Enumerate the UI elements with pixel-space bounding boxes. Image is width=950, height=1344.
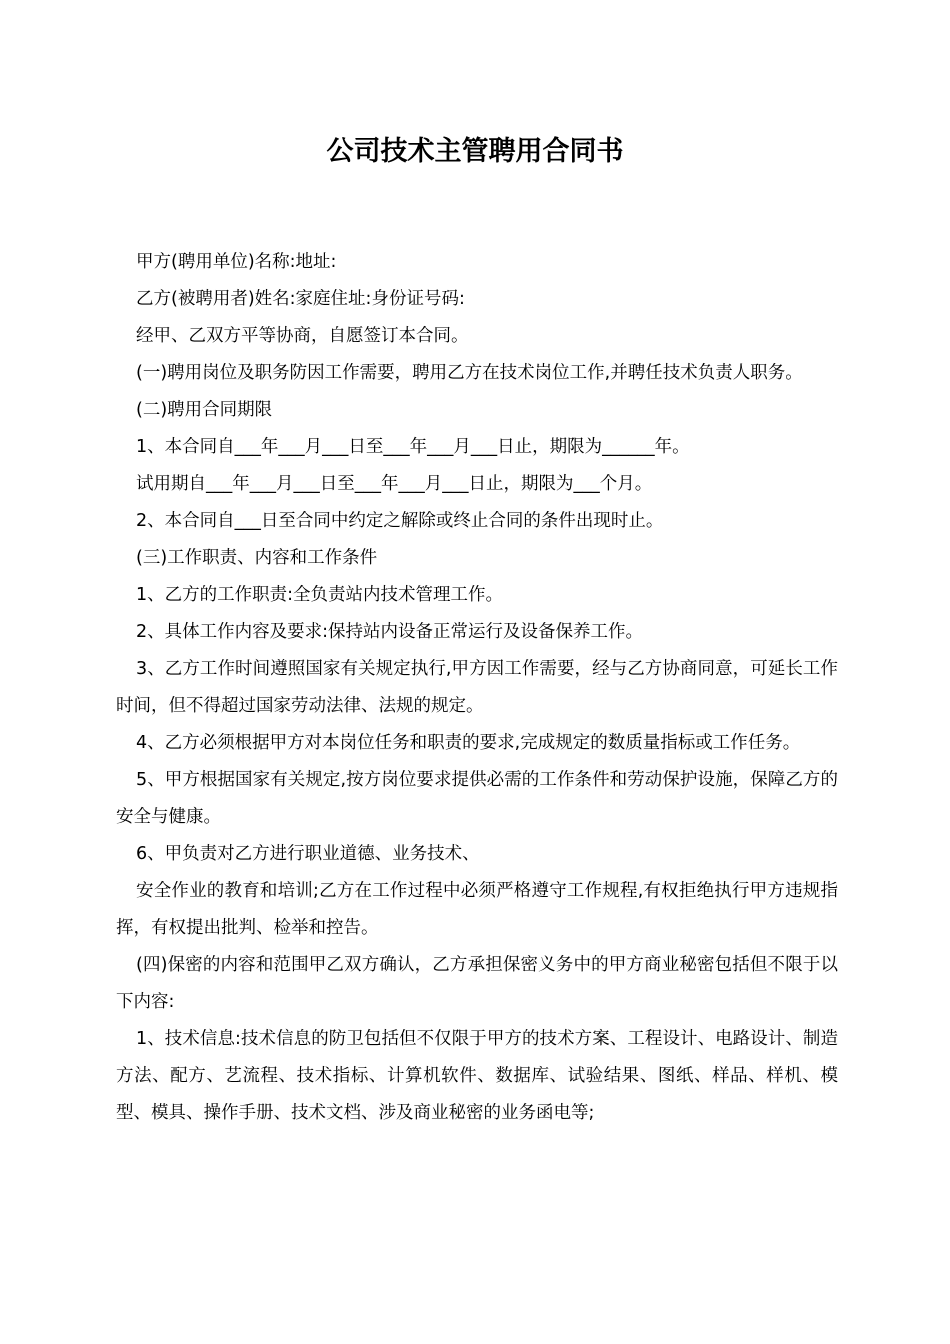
paragraph-duty-6: 6、甲负责对乙方进行职业道德、业务技术、 bbox=[136, 844, 480, 864]
paragraph-agreement: 经甲、乙双方平等协商，自愿签订本合同。 bbox=[136, 326, 469, 346]
paragraph-section-4: (四)保密的内容和范围甲乙双方确认，乙方承担保密义务中的甲方商业秘密包括但不限于以下内容: bbox=[116, 955, 838, 1012]
paragraph-duty-6-cont: 安全作业的教育和培训;乙方在工作过程中必须严格遵守工作规程,有权拒绝执行甲方违规指挥，有权提出批判、检举和控告。 bbox=[116, 881, 838, 938]
paragraph-tech-info: 1、技术信息:技术信息的防卫包括但不仅限于甲方的技术方案、工程设计、电路设计、制造方法、配方、艺流程、技术指标、计算机软件、数据库、试验结果、图纸、样品、样机、模型、模具、操作手册、技术文档、涉及商业秘密的业务函电等; bbox=[116, 1029, 838, 1123]
paragraph-party-b: 乙方(被聘用者)姓名:家庭住址:身份证号码: bbox=[136, 289, 465, 309]
paragraph-duty-2: 2、具体工作内容及要求:保持站内设备正常运行及设备保养工作。 bbox=[136, 622, 644, 642]
paragraph-section-3-heading: (三)工作职责、内容和工作条件 bbox=[136, 548, 378, 568]
paragraph-section-2-heading: (二)聘用合同期限 bbox=[136, 400, 273, 420]
paragraph-duty-3: 3、乙方工作时间遵照国家有关规定执行,甲方因工作需要，经与乙方协商同意，可延长工作时间，但不得超过国家劳动法律、法规的规定。 bbox=[116, 659, 838, 716]
paragraph-probation: 试用期自___年___月___日至___年___月___日止，期限为___个月。 bbox=[136, 474, 653, 494]
paragraph-section-1: (一)聘用岗位及职务防因工作需要，聘用乙方在技术岗位工作,并聘任技术负责人职务。 bbox=[136, 363, 803, 383]
document-body bbox=[116, 244, 838, 1132]
paragraph-duty-4: 4、乙方必须根据甲方对本岗位任务和职责的要求,完成规定的数质量指标或工作任务。 bbox=[136, 733, 801, 753]
paragraph-duty-1: 1、乙方的工作职责:全负责站内技术管理工作。 bbox=[136, 585, 504, 605]
paragraph-term-end: 2、本合同自___日至合同中约定之解除或终止合同的条件出现时止。 bbox=[136, 511, 664, 531]
paragraph-term: 1、本合同自___年___月___日至___年___月___日止，期限为______年。 bbox=[136, 437, 690, 457]
paragraph-party-a: 甲方(聘用单位)名称:地址: bbox=[136, 252, 337, 272]
paragraph-duty-5: 5、甲方根据国家有关规定,按方岗位要求提供必需的工作条件和劳动保护设施，保障乙方的安全与健康。 bbox=[116, 770, 838, 827]
document-title: 公司技术主管聘用合同书 bbox=[326, 136, 624, 167]
